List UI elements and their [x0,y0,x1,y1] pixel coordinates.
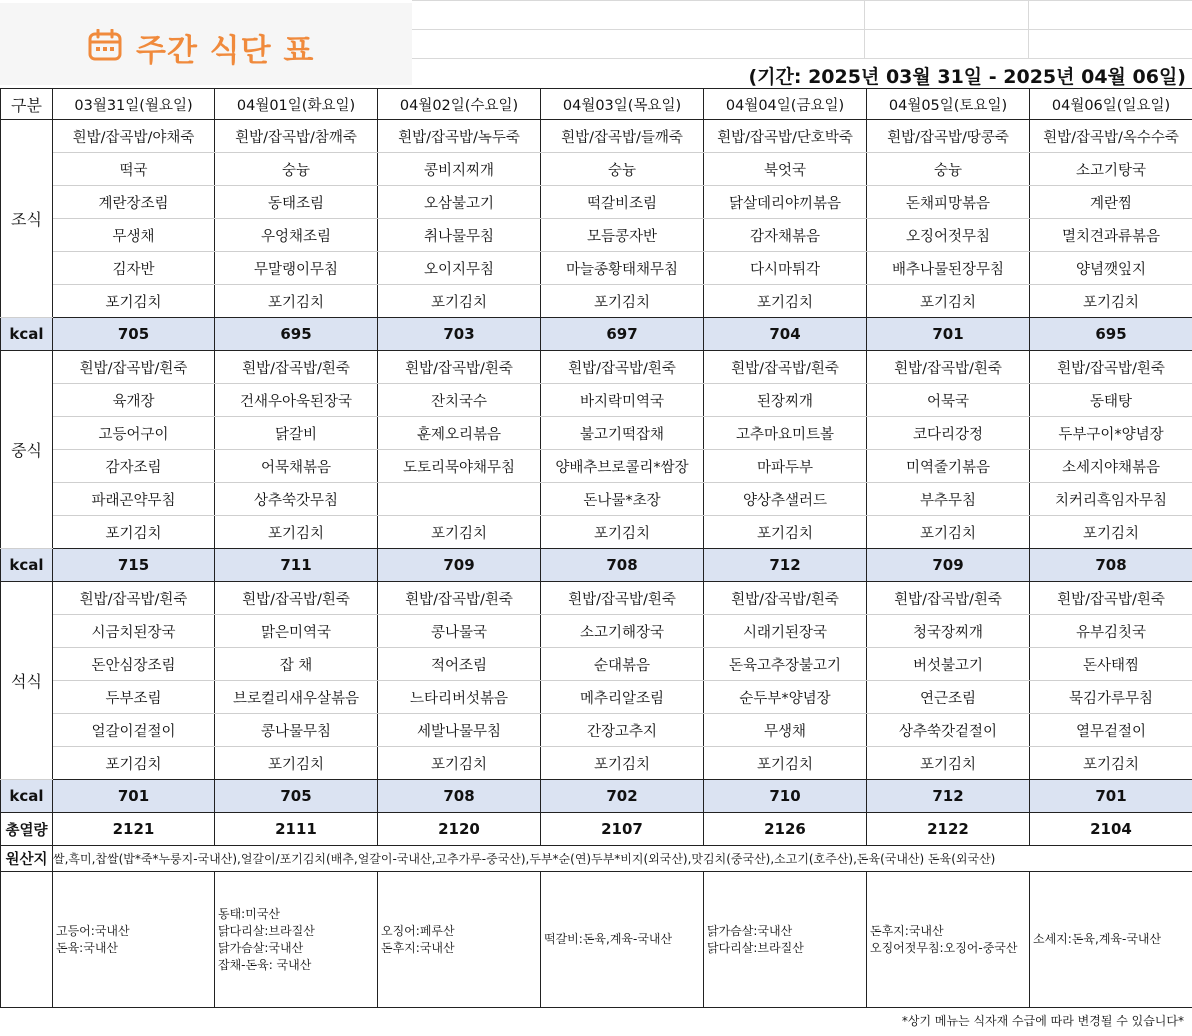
menu-item: 도토리묵야채무침 [378,450,541,483]
menu-item: 돈채피망볶음 [867,186,1030,219]
table-row [1,285,1192,318]
kcal-value: 701 [1030,780,1192,813]
kcal-label: kcal [1,318,53,351]
kcal-value: 709 [378,549,541,582]
kcal-value: 705 [53,318,215,351]
origin-detail-line: 잡채-돈육: 국내산 [218,957,312,972]
table-row [1,417,1192,450]
menu-item: 고추마요미트볼 [704,417,867,450]
table-row [1,681,1192,714]
origin-detail-line: 돈후지:국내산 [870,923,944,938]
kcal-value: 701 [53,780,215,813]
menu-item: 모듬콩자반 [541,219,704,252]
kcal-value: 708 [1030,549,1192,582]
blank-cell [1,872,53,1008]
menu-item: 포기김치 [53,516,215,549]
kcal-value: 695 [215,318,378,351]
menu-item: 상추쑥갓겉절이 [867,714,1030,747]
menu-item: 무생채 [53,219,215,252]
table-row [1,582,1192,615]
menu-item: 맑은미역국 [215,615,378,648]
origin-detail-cell [867,872,1030,1008]
menu-item: 포기김치 [541,285,704,318]
menu-item: 계란장조림 [53,186,215,219]
table-row [1,120,1192,153]
menu-item: 청국장찌개 [867,615,1030,648]
menu-item: 오이지무침 [378,252,541,285]
origin-detail-row [1,872,1192,1008]
menu-item: 흰밥/잡곡밥/땅콩죽 [867,120,1030,153]
menu-item: 미역줄기볶음 [867,450,1030,483]
menu-item: 고등어구이 [53,417,215,450]
kcal-value: 705 [215,780,378,813]
origin-detail-cell [541,872,704,1008]
menu-item: 흰밥/잡곡밥/흰죽 [867,351,1030,384]
menu-item: 숭늉 [541,153,704,186]
menu-item: 흰밥/잡곡밥/참깨죽 [215,120,378,153]
menu-item: 흰밥/잡곡밥/흰죽 [541,582,704,615]
kcal-value: 715 [53,549,215,582]
menu-item: 어묵채볶음 [215,450,378,483]
menu-item: 포기김치 [215,285,378,318]
menu-item: 마늘종황태채무침 [541,252,704,285]
menu-item: 감자채볶음 [704,219,867,252]
menu-item: 흰밥/잡곡밥/흰죽 [704,582,867,615]
menu-item: 떡국 [53,153,215,186]
kcal-value: 711 [215,549,378,582]
menu-item: 유부김칫국 [1030,615,1192,648]
menu-item: 소고기탕국 [1030,153,1192,186]
menu-item: 양념깻잎지 [1030,252,1192,285]
menu-item: 바지락미역국 [541,384,704,417]
menu-item: 브로컬리새우살볶음 [215,681,378,714]
menu-item: 연근조림 [867,681,1030,714]
kcal-value: 712 [867,780,1030,813]
menu-item: 흰밥/잡곡밥/흰죽 [53,351,215,384]
menu-item: 포기김치 [378,747,541,780]
total-value: 2122 [867,813,1030,846]
menu-item: 파래곤약무침 [53,483,215,516]
menu-item: 돈나물*초장 [541,483,704,516]
page-title: 주간 식단 표 [136,33,315,69]
menu-item: 흰밥/잡곡밥/흰죽 [541,351,704,384]
kcal-value: 704 [704,318,867,351]
menu-item: 포기김치 [1030,747,1192,780]
total-value: 2126 [704,813,867,846]
table-row [1,714,1192,747]
origin-row [1,846,1192,872]
kcal-value: 701 [867,318,1030,351]
menu-item: 떡갈비조림 [541,186,704,219]
menu-item: 건새우아욱된장국 [215,384,378,417]
menu-item: 흰밥/잡곡밥/흰죽 [378,582,541,615]
menu-item: 동태조림 [215,186,378,219]
menu-item: 돈안심장조림 [53,648,215,681]
day-header: 04월06일(일요일) [1030,89,1192,120]
menu-item: 오징어젓무침 [867,219,1030,252]
menu-item: 계란찜 [1030,186,1192,219]
menu-item: 시래기된장국 [704,615,867,648]
menu-item: 버섯불고기 [867,648,1030,681]
menu-item: 흰밥/잡곡밥/흰죽 [378,351,541,384]
origin-detail-line: 닭가슴살:국내산 [218,940,304,955]
total-value: 2107 [541,813,704,846]
menu-item: 흰밥/잡곡밥/단호박죽 [704,120,867,153]
menu-item: 소고기해장국 [541,615,704,648]
menu-item: 잡 채 [215,648,378,681]
menu-item: 간장고추지 [541,714,704,747]
menu-item: 포기김치 [378,516,541,549]
footer-note: *상기 메뉴는 식자재 수급에 따라 변경될 수 있습니다* [901,1014,1184,1028]
menu-item: 포기김치 [541,516,704,549]
table-row [1,186,1192,219]
menu-item: 돈육고추장불고기 [704,648,867,681]
menu-item: 묵김가루무침 [1030,681,1192,714]
menu-item: 무말랭이무침 [215,252,378,285]
menu-item: 취나물무침 [378,219,541,252]
kcal-value: 710 [704,780,867,813]
menu-item: 숭늉 [215,153,378,186]
origin-detail-cell [53,872,215,1008]
menu-item: 멸치견과류볶음 [1030,219,1192,252]
total-value: 2120 [378,813,541,846]
menu-item: 배추나물된장무침 [867,252,1030,285]
table-row [1,351,1192,384]
period-label: (기간: 2025년 03월 31일 - 2025년 04월 06일) [748,66,1186,88]
menu-item: 순두부*양념장 [704,681,867,714]
kcal-value: 712 [704,549,867,582]
menu-item: 감자조림 [53,450,215,483]
menu-item: 닭살데리야끼볶음 [704,186,867,219]
total-value: 2111 [215,813,378,846]
menu-item: 소세지야채볶음 [1030,450,1192,483]
origin-detail-line: 오징어:페루산 [381,923,455,938]
table-row [1,516,1192,549]
menu-item: 콩나물무침 [215,714,378,747]
origin-detail-cell [378,872,541,1008]
menu-item: 흰밥/잡곡밥/들깨죽 [541,120,704,153]
origin-detail-cell [215,872,378,1008]
menu-item: 포기김치 [704,285,867,318]
origin-detail-cell [704,872,867,1008]
menu-item: 상추쑥갓무침 [215,483,378,516]
menu-item: 두부조림 [53,681,215,714]
menu-item: 돈사태찜 [1030,648,1192,681]
menu-item: 포기김치 [1030,516,1192,549]
menu-item: 흰밥/잡곡밥/흰죽 [215,582,378,615]
kcal-value: 708 [541,549,704,582]
kcal-label: kcal [1,780,53,813]
menu-item: 흰밥/잡곡밥/옥수수죽 [1030,120,1192,153]
menu-item: 마파두부 [704,450,867,483]
menu-item: 부추무침 [867,483,1030,516]
origin-detail-line: 닭다리살:브라질산 [218,923,315,938]
menu-item: 순대볶음 [541,648,704,681]
menu-item: 포기김치 [378,285,541,318]
origin-label: 원산지 [1,846,53,872]
kcal-value: 703 [378,318,541,351]
menu-item: 양상추샐러드 [704,483,867,516]
kcal-row [1,318,1192,351]
origin-detail-line: 동태:미국산 [218,906,281,921]
menu-item: 포기김치 [867,516,1030,549]
menu-item: 된장찌개 [704,384,867,417]
menu-item [378,483,541,516]
menu-item: 포기김치 [215,516,378,549]
origin-detail-line: 고등어:국내산 [56,923,130,938]
day-header: 04월05일(토요일) [867,89,1030,120]
menu-item: 김자반 [53,252,215,285]
total-value: 2121 [53,813,215,846]
kcal-row [1,780,1192,813]
meal-label: 중식 [1,351,53,549]
menu-item: 콩나물국 [378,615,541,648]
menu-item: 두부구이*양념장 [1030,417,1192,450]
table-row [1,483,1192,516]
calendar-icon [88,29,122,61]
menu-item: 육개장 [53,384,215,417]
menu-item: 숭늉 [867,153,1030,186]
menu-item: 흰밥/잡곡밥/흰죽 [1030,582,1192,615]
day-header: 04월04일(금요일) [704,89,867,120]
table-row [1,219,1192,252]
table-row [1,615,1192,648]
menu-item: 포기김치 [53,285,215,318]
total-label: 총열량 [1,813,53,846]
origin-detail-line: 돈후지:국내산 [381,940,455,955]
menu-item: 느타리버섯볶음 [378,681,541,714]
menu-item: 포기김치 [704,747,867,780]
menu-item: 포기김치 [215,747,378,780]
origin-detail-cell [1030,872,1192,1008]
menu-item: 세발나물무침 [378,714,541,747]
menu-item: 어묵국 [867,384,1030,417]
menu-item: 동태탕 [1030,384,1192,417]
menu-item: 불고기떡잡채 [541,417,704,450]
kcal-label: kcal [1,549,53,582]
meal-label: 조식 [1,120,53,318]
origin-text: 쌀,흑미,찹쌀(밥*죽*누룽지-국내산),얼갈이/포기김치(배추,얼갈이-국내산,고추가루-중국산),두부*순(연)두부*비지(외국산),맛김치(중국산),소고기(호주산),돈육(국내산) 돈육(외국산) [53,846,1192,872]
origin-detail-line: 떡갈비:돈육,계육-국내산 [544,932,673,946]
menu-item: 포기김치 [541,747,704,780]
menu-item: 포기김치 [1030,285,1192,318]
menu-item: 흰밥/잡곡밥/흰죽 [1030,351,1192,384]
menu-item: 닭갈비 [215,417,378,450]
menu-item: 시금치된장국 [53,615,215,648]
menu-item: 흰밥/잡곡밥/흰죽 [215,351,378,384]
header-row [1,89,1192,120]
menu-item: 흰밥/잡곡밥/흰죽 [867,582,1030,615]
menu-item: 우엉채조림 [215,219,378,252]
weekly-menu-table [0,88,1192,1008]
origin-detail-line: 닭가슴살:국내산 [707,923,793,938]
menu-item: 포기김치 [867,285,1030,318]
menu-item: 얼갈이겉절이 [53,714,215,747]
kcal-row [1,549,1192,582]
menu-item: 포기김치 [53,747,215,780]
menu-item: 훈제오리볶음 [378,417,541,450]
menu-item: 열무겉절이 [1030,714,1192,747]
menu-item: 포기김치 [867,747,1030,780]
menu-item: 오삼불고기 [378,186,541,219]
menu-item: 메추리알조림 [541,681,704,714]
day-header: 04월01일(화요일) [215,89,378,120]
origin-detail-line: 소세지:돈육,계육-국내산 [1033,932,1162,946]
day-header: 04월03일(목요일) [541,89,704,120]
kcal-value: 695 [1030,318,1192,351]
kcal-value: 697 [541,318,704,351]
origin-detail-line: 돈육:국내산 [56,940,119,955]
table-row [1,153,1192,186]
day-header: 04월02일(수요일) [378,89,541,120]
menu-item: 잔치국수 [378,384,541,417]
menu-item: 흰밥/잡곡밥/녹두죽 [378,120,541,153]
origin-detail-line: 오징어젓무침:오징어-중국산 [870,940,1018,955]
kcal-value: 709 [867,549,1030,582]
table-row [1,450,1192,483]
kcal-value: 702 [541,780,704,813]
menu-item: 코다리강정 [867,417,1030,450]
menu-item: 다시마튀각 [704,252,867,285]
meal-label: 석식 [1,582,53,780]
menu-item: 치커리흑임자무침 [1030,483,1192,516]
table-row [1,648,1192,681]
menu-item: 콩비지찌개 [378,153,541,186]
day-header: 03월31일(월요일) [53,89,215,120]
gubun-header: 구분 [1,89,53,120]
table-row [1,384,1192,417]
menu-item: 흰밥/잡곡밥/흰죽 [704,351,867,384]
menu-item: 포기김치 [704,516,867,549]
origin-detail-line: 닭다리살:브라질산 [707,940,804,955]
title-banner [0,3,412,85]
total-row [1,813,1192,846]
kcal-value: 708 [378,780,541,813]
menu-item: 북엇국 [704,153,867,186]
menu-item: 양배추브로콜리*쌈장 [541,450,704,483]
menu-item: 흰밥/잡곡밥/야채죽 [53,120,215,153]
menu-item: 무생채 [704,714,867,747]
table-row [1,747,1192,780]
table-row [1,252,1192,285]
total-value: 2104 [1030,813,1192,846]
menu-item: 흰밥/잡곡밥/흰죽 [53,582,215,615]
menu-item: 적어조림 [378,648,541,681]
